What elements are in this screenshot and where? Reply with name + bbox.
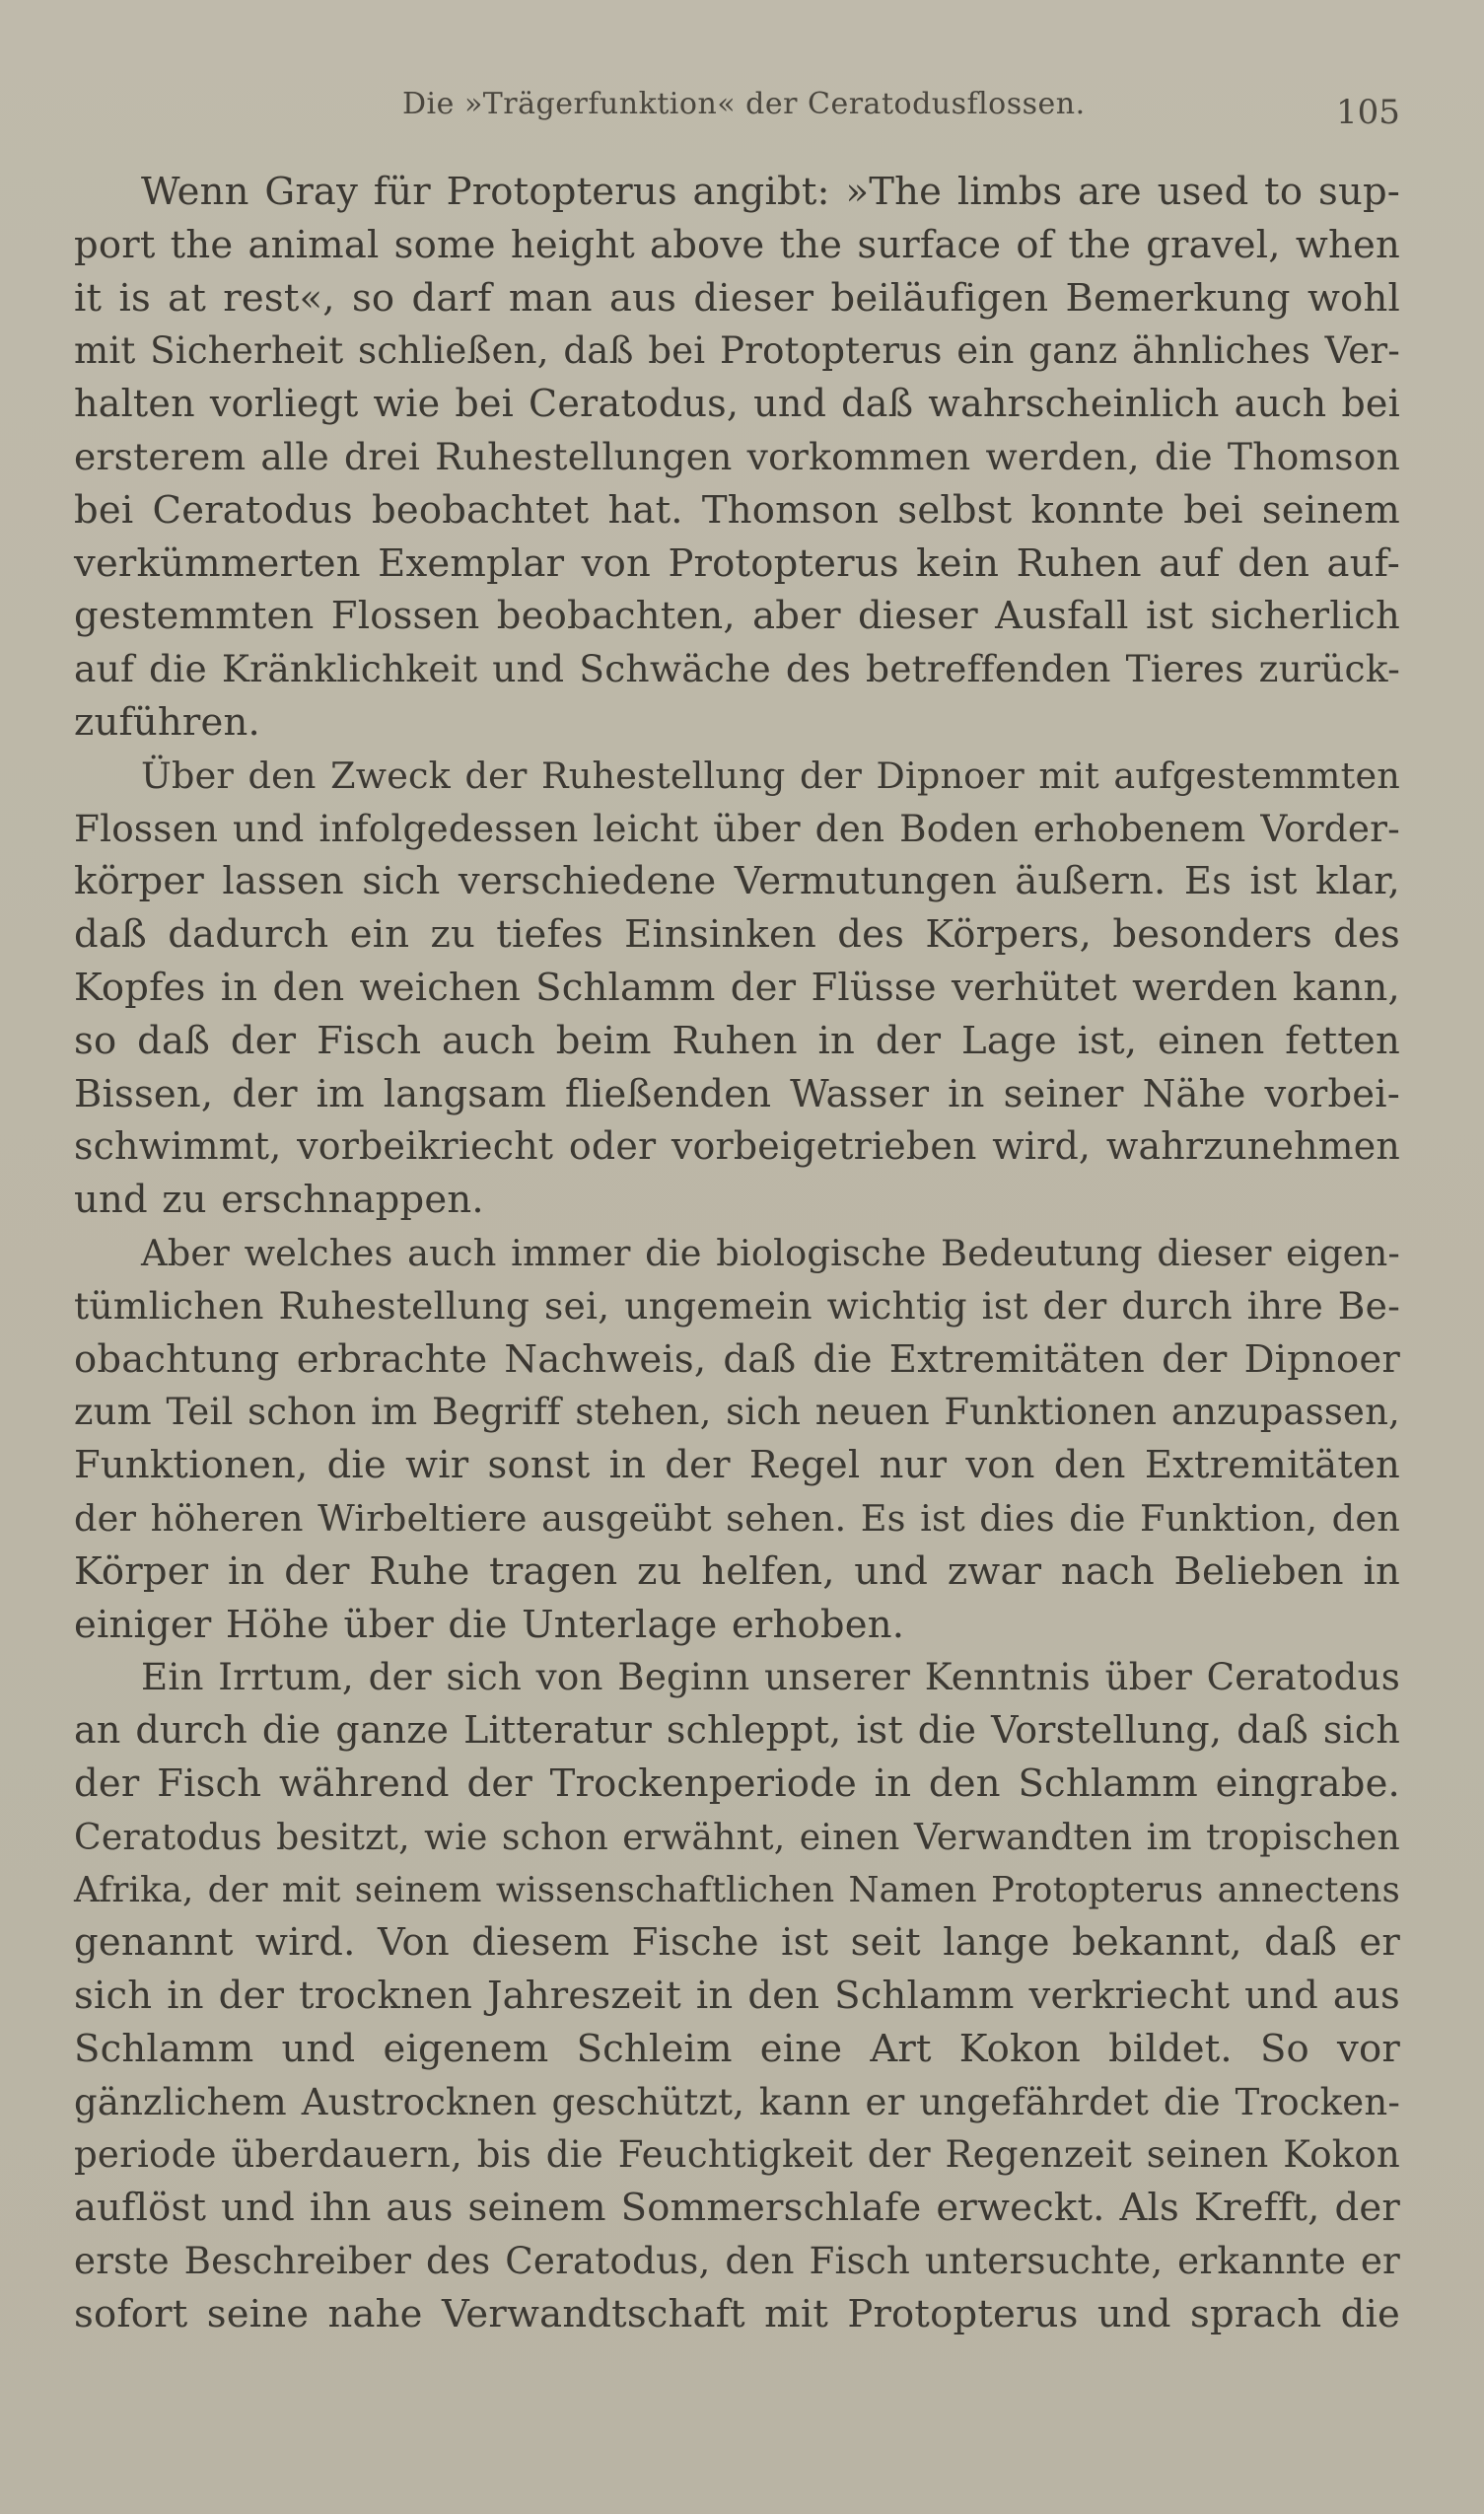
text-line: gänzlichem Austrocknen geschützt, kann er ungefährdet die Trocken- — [74, 2080, 1400, 2123]
text-line: Ceratodus besitzt, wie schon erwähnt, einen Verwandten im tropischen — [74, 1815, 1400, 1858]
text-line: und zu erschnappen. — [74, 1178, 484, 1223]
text-line: zum Teil schon im Begriff stehen, sich neuen Funktionen anzupassen, — [74, 1391, 1400, 1434]
text-line: daß dadurch ein zu tiefes Einsinken des Körpers, besonders des — [74, 912, 1400, 958]
text-line: so daß der Fisch auch beim Ruhen in der Lage ist, einen fetten — [74, 1018, 1400, 1063]
paragraph-2 — [74, 750, 1400, 1227]
text-line: verkümmerten Exemplar von Protopterus kein Ruhen auf den auf- — [74, 540, 1400, 586]
text-line: sich in der trocknen Jahreszeit in den Schlamm verkriecht und aus — [74, 1974, 1400, 2019]
text-line: port the animal some height above the surface of the gravel, when — [74, 222, 1400, 267]
text-line: it is at rest«, so darf man aus dieser beiläufigen Bemerkung wohl — [74, 275, 1400, 321]
text-line: Körper in der Ruhe tragen zu helfen, und zwar nach Belieben in — [74, 1548, 1400, 1594]
page-number: 105 — [1336, 93, 1400, 132]
text-line: einiger Höhe über die Unterlage erhoben. — [74, 1602, 905, 1647]
text-line: Aber welches auch immer die biologische Bedeutung dieser eigen- — [141, 1231, 1400, 1274]
text-line: der Fisch während der Trockenperiode in den Schlamm eingrabe. — [74, 1760, 1400, 1806]
text-line: Über den Zweck der Ruhestellung der Dipnoer mit aufgestemmten — [141, 754, 1400, 797]
text-line: gestemmten Flossen beobachten, aber dieser Ausfall ist sicherlich — [74, 594, 1400, 639]
text-line: Funktionen, die wir sonst in der Regel nur von den Extremitäten — [74, 1443, 1400, 1488]
text-line: obachtung erbrachte Nachweis, daß die Extremitäten der Dipnoer — [74, 1336, 1400, 1382]
text-line: Wenn Gray für Protopterus angibt: »The limbs are used to sup- — [141, 170, 1400, 214]
text-line: Afrika, der mit seinem wissenschaftlichen Namen Protopterus annectens — [74, 1869, 1400, 1910]
text-line: tümlichen Ruhestellung sei, ungemein wichtig ist der durch ihre Be- — [74, 1283, 1400, 1328]
text-line: auflöst und ihn aus seinem Sommerschlafe erweckt. Als Krefft, der — [74, 2186, 1400, 2231]
text-line: sofort seine nahe Verwandtschaft mit Protopterus und sprach die — [74, 2291, 1400, 2336]
body-text — [74, 166, 1400, 2341]
page-header — [0, 87, 1484, 136]
text-line: körper lassen sich verschiedene Vermutungen äußern. Es ist klar, — [74, 859, 1400, 904]
text-line: schwimmt, vorbeikriecht oder vorbeigetrieben wird, wahrzunehmen — [74, 1124, 1400, 1169]
text-line: ersterem alle drei Ruhestellungen vorkommen werden, die Thomson — [74, 434, 1400, 478]
text-line: bei Ceratodus beobachtet hat. Thomson selbst konnte bei seinem — [74, 487, 1400, 533]
text-line: Bissen, der im langsam fließenden Wasser in seiner Nähe vorbei- — [74, 1071, 1400, 1116]
running-title: Die »Trägerfunktion« der Ceratodusflossen. — [402, 87, 1086, 121]
text-line: an durch die ganze Litteratur schleppt, ist die Vorstellung, daß sich — [74, 1708, 1400, 1753]
text-line: Ein Irrtum, der sich von Beginn unserer Kenntnis über Ceratodus — [141, 1655, 1400, 1699]
text-line: halten vorliegt wie bei Ceratodus, und daß wahrscheinlich auch bei — [74, 382, 1400, 426]
text-line: Flossen und infolgedessen leicht über den Boden erhobenem Vorder- — [74, 806, 1400, 850]
text-line: mit Sicherheit schließen, daß bei Protopterus ein ganz ähnliches Ver- — [74, 329, 1400, 373]
text-line: zuführen. — [74, 699, 260, 745]
paragraph-3 — [74, 1227, 1400, 1651]
text-line: genannt wird. Von diesem Fische ist seit lange bekannt, daß er — [74, 1920, 1400, 1966]
paragraph-4 — [74, 1651, 1400, 2340]
paragraph-1 — [74, 166, 1400, 750]
text-line: Schlamm und eigenem Schleim eine Art Kokon bildet. So vor — [74, 2026, 1400, 2071]
text-line: auf die Kränklichkeit und Schwäche des betreffenden Tieres zurück- — [74, 647, 1400, 691]
text-line: der höheren Wirbeltiere ausgeübt sehen. Es ist dies die Funktion, den — [74, 1496, 1400, 1540]
text-line: periode überdauern, bis die Feuchtigkeit der Regenzeit seinen Kokon — [74, 2133, 1400, 2177]
text-line: erste Beschreiber des Ceratodus, den Fisch untersuchte, erkannte er — [74, 2239, 1400, 2283]
text-line: Kopfes in den weichen Schlamm der Flüsse verhütet werden kann, — [74, 965, 1400, 1010]
